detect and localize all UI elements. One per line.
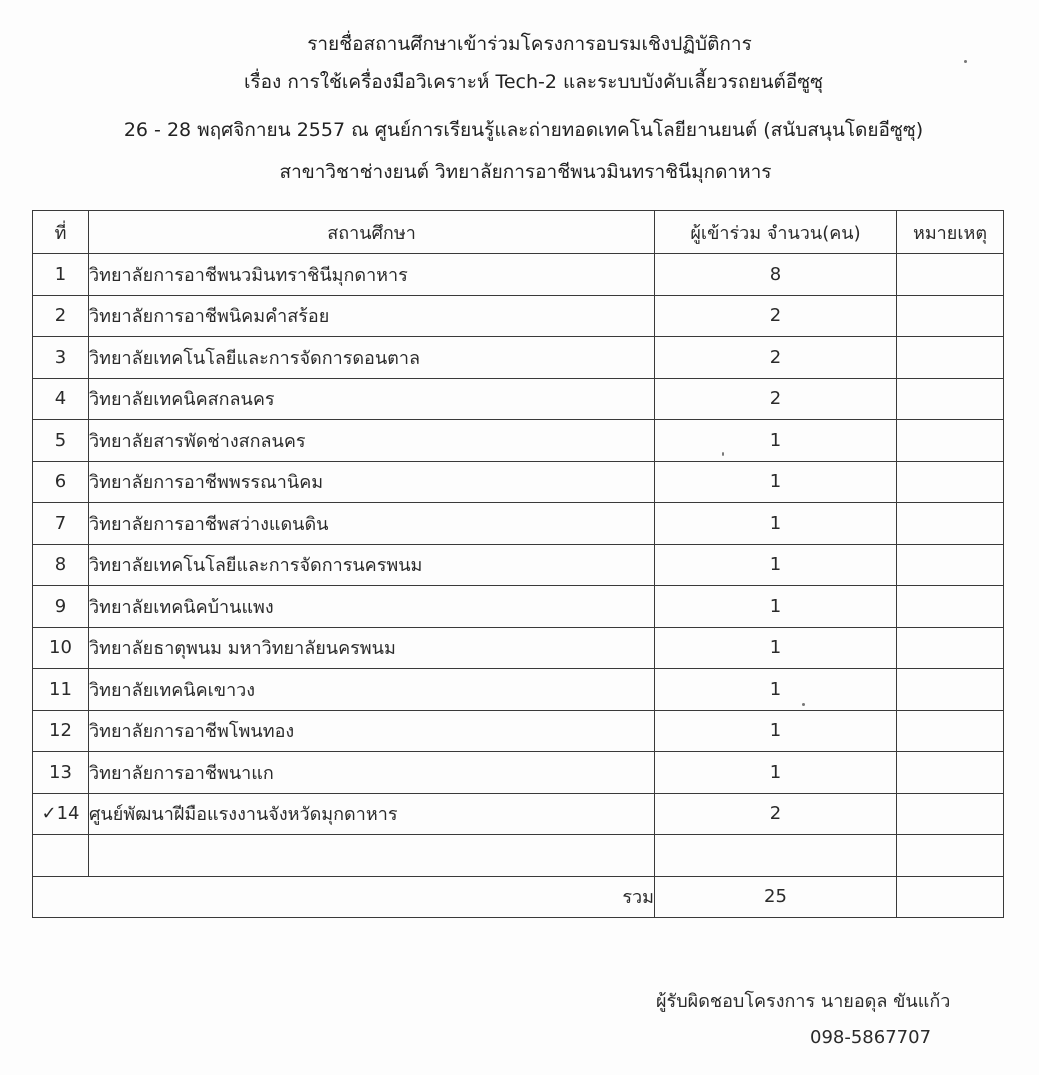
column-header-note: หมายเหตุ	[897, 211, 1004, 254]
table-total-row	[33, 876, 1004, 918]
school-name: วิทยาลัยเทคโนโลยีและการจัดการดอนตาล	[89, 337, 655, 379]
row-number: 7	[33, 503, 89, 545]
school-name	[89, 835, 655, 877]
table-row	[33, 793, 1004, 835]
school-name: วิทยาลัยการอาชีพนิคมคำสร้อย	[89, 295, 655, 337]
column-header-school: สถานศึกษา	[89, 211, 655, 254]
total-count: 25	[655, 876, 897, 918]
school-name: วิทยาลัยการอาชีพสว่างแดนดิน	[89, 503, 655, 545]
scan-speck	[802, 703, 805, 706]
note-cell	[897, 337, 1004, 379]
participant-count	[655, 835, 897, 877]
participant-count: 2	[655, 793, 897, 835]
participant-count: 1	[655, 503, 897, 545]
table-row	[33, 420, 1004, 462]
row-number: ✓14	[33, 793, 89, 835]
row-number: 6	[33, 461, 89, 503]
table-row	[33, 627, 1004, 669]
participant-count: 1	[655, 544, 897, 586]
row-number: 13	[33, 752, 89, 794]
row-number: 12	[33, 710, 89, 752]
participant-table	[32, 210, 1004, 918]
column-header-no: ที่	[33, 211, 89, 254]
row-number	[33, 835, 89, 877]
scan-speck	[722, 452, 724, 456]
participant-count: 2	[655, 295, 897, 337]
note-cell	[897, 627, 1004, 669]
row-number: 10	[33, 627, 89, 669]
row-number: 4	[33, 378, 89, 420]
school-name: วิทยาลัยธาตุพนม มหาวิทยาลัยนครพนม	[89, 627, 655, 669]
school-name: ศูนย์พัฒนาฝีมือแรงงานจังหวัดมุกดาหาร	[89, 793, 655, 835]
participant-count: 1	[655, 420, 897, 462]
table-row	[33, 503, 1004, 545]
table-row	[33, 544, 1004, 586]
participant-count: 2	[655, 378, 897, 420]
school-name: วิทยาลัยเทคนิคเขาวง	[89, 669, 655, 711]
note-cell	[897, 420, 1004, 462]
total-note-cell	[897, 876, 1004, 918]
row-number: 5	[33, 420, 89, 462]
table-row-empty	[33, 835, 1004, 877]
participant-count: 1	[655, 586, 897, 628]
school-name: วิทยาลัยสารพัดช่างสกลนคร	[89, 420, 655, 462]
school-name: วิทยาลัยเทคนิคบ้านแพง	[89, 586, 655, 628]
note-cell	[897, 461, 1004, 503]
scan-speck	[964, 60, 967, 63]
participant-count: 1	[655, 627, 897, 669]
note-cell	[897, 669, 1004, 711]
school-name: วิทยาลัยการอาชีพนาแก	[89, 752, 655, 794]
table-row	[33, 337, 1004, 379]
table-row	[33, 752, 1004, 794]
table-row	[33, 254, 1004, 296]
row-number: 11	[33, 669, 89, 711]
note-cell	[897, 793, 1004, 835]
note-cell	[897, 503, 1004, 545]
note-cell	[897, 586, 1004, 628]
school-name: วิทยาลัยเทคโนโลยีและการจัดการนครพนม	[89, 544, 655, 586]
table-row	[33, 378, 1004, 420]
table-row	[33, 669, 1004, 711]
school-name: วิทยาลัยการอาชีพนวมินทราชินีมุกดาหาร	[89, 254, 655, 296]
document-subject: เรื่อง การใช้เครื่องมือวิเคราะห์ Tech-2 และระบบบังคับเลี้ยวรถยนต์อีซูซุ	[243, 71, 824, 93]
document-title: รายชื่อสถานศึกษาเข้าร่วมโครงการอบรมเชิงปฏิบัติการ	[307, 33, 752, 55]
note-cell	[897, 752, 1004, 794]
row-number: 3	[33, 337, 89, 379]
note-cell	[897, 254, 1004, 296]
school-name: วิทยาลัยการอาชีพโพนทอง	[89, 710, 655, 752]
participant-count: 1	[655, 669, 897, 711]
row-number: 1	[33, 254, 89, 296]
participant-count: 1	[655, 461, 897, 503]
row-number: 8	[33, 544, 89, 586]
participant-count: 1	[655, 752, 897, 794]
project-owner: ผู้รับผิดชอบโครงการ นายอดุล ขันแก้ว	[656, 991, 951, 1012]
row-number: 2	[33, 295, 89, 337]
row-number: 9	[33, 586, 89, 628]
note-cell	[897, 544, 1004, 586]
document-department: สาขาวิชาช่างยนต์ วิทยาลัยการอาชีพนวมินทราชินีมุกดาหาร	[279, 161, 772, 183]
participant-count: 8	[655, 254, 897, 296]
participant-count: 1	[655, 710, 897, 752]
table-row	[33, 295, 1004, 337]
note-cell	[897, 378, 1004, 420]
note-cell	[897, 835, 1004, 877]
table-header-row	[33, 211, 1004, 254]
participant-count: 2	[655, 337, 897, 379]
total-label: รวม	[33, 876, 655, 918]
table-row	[33, 710, 1004, 752]
column-header-count: ผู้เข้าร่วม จำนวน(คน)	[655, 211, 897, 254]
school-name: วิทยาลัยเทคนิคสกลนคร	[89, 378, 655, 420]
contact-phone: 098-5867707	[810, 1027, 932, 1048]
school-name: วิทยาลัยการอาชีพพรรณานิคม	[89, 461, 655, 503]
document-date-venue: 26 - 28 พฤศจิกายน 2557 ณ ศูนย์การเรียนรู้และถ่ายทอดเทคโนโลยียานยนต์ (สนับสนุนโดยอีซูซุ)	[123, 119, 924, 141]
note-cell	[897, 710, 1004, 752]
table-row	[33, 586, 1004, 628]
note-cell	[897, 295, 1004, 337]
table-row	[33, 461, 1004, 503]
